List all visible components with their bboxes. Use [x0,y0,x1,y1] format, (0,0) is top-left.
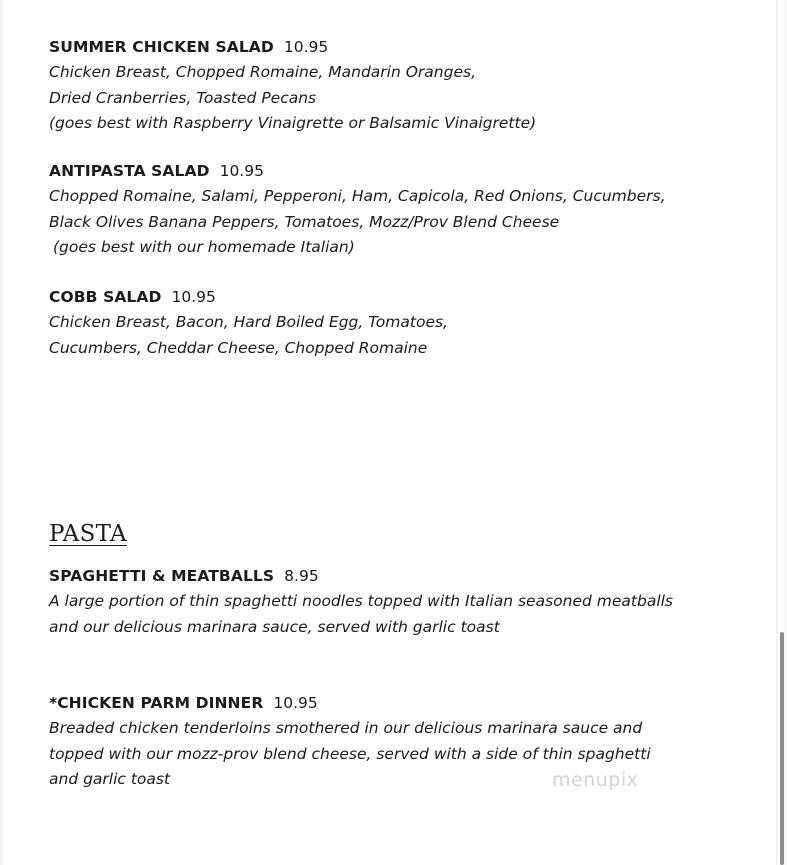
menu-item-chicken-parm-dinner [49,691,749,793]
item-description-line: Breaded chicken tenderloins smothered in our delicious marinara sauce and [49,719,643,737]
item-price: 10.95 [273,694,318,712]
menu-item-spaghetti-meatballs [49,564,749,640]
item-name: SUMMER CHICKEN SALAD [49,38,274,56]
item-price: 10.95 [283,38,329,56]
menu-item-summer-chicken-salad [49,35,749,137]
scrollbar-thumb[interactable] [780,632,784,865]
item-description-line: A large portion of thin spaghetti noodles topped with Italian seasoned meatballs [49,592,674,610]
item-description-line: Chicken Breast, Chopped Romaine, Mandarin Oranges, [49,63,476,81]
item-description-line: and garlic toast [49,770,171,788]
item-description-line: Black Olives Banana Peppers, Tomatoes, Mozz/Prov Blend Cheese [49,212,560,231]
section-title-pasta: PASTA [49,521,127,547]
item-description-note: (goes best with our homemade Italian) [53,238,355,256]
item-price: 10.95 [171,288,216,306]
item-description-line: and our delicious marinara sauce, served with garlic toast [49,617,500,636]
item-price: 8.95 [284,567,319,585]
item-heading [49,35,749,60]
item-description-line: Chopped Romaine, Salami, Pepperoni, Ham, Capicola, Red Onions, Cucumbers, [49,187,666,205]
item-description-line: topped with our mozz-prov blend cheese, served with a side of thin spaghetti [49,744,651,763]
item-heading [49,564,749,589]
item-name: *CHICKEN PARM DINNER [49,694,264,712]
page-left-edge [0,0,3,865]
menu-item-cobb-salad [49,285,749,361]
item-name: SPAGHETTI & MEATBALLS [49,567,275,585]
item-description-line: Cucumbers, Cheddar Cheese, Chopped Romaine [49,338,428,357]
menupix-watermark: menupix [552,769,639,791]
item-price: 10.95 [219,162,264,180]
item-heading [49,691,749,716]
item-name: COBB SALAD [49,288,162,306]
menu-item-antipasta-salad [49,159,749,261]
item-heading [49,159,749,184]
item-name: ANTIPASTA SALAD [49,162,210,180]
item-description-line: Dried Cranberries, Toasted Pecans [49,88,317,107]
item-heading [49,285,749,310]
item-description-line: Chicken Breast, Bacon, Hard Boiled Egg, Tomatoes, [49,313,448,331]
item-description-note: (goes best with Raspberry Vinaigrette or Balsamic Vinaigrette) [49,114,537,132]
